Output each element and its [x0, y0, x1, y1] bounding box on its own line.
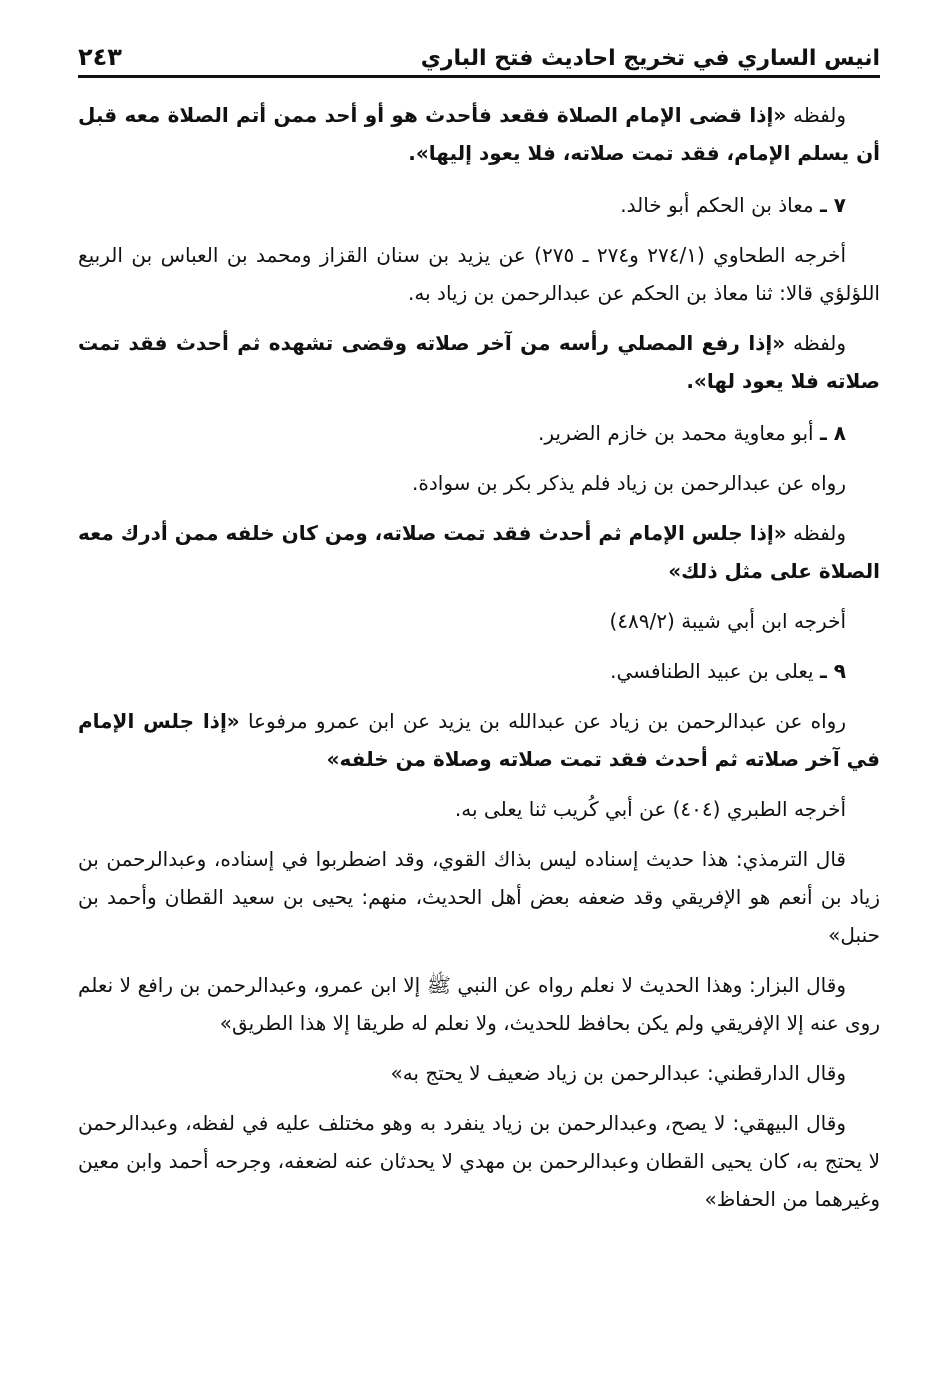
paragraph-takhrij-tabari: أخرجه الطبري (٤٠٤) عن أبي كُريب ثنا يعلى به. — [454, 797, 846, 821]
lafzuhu-label: ولفظه — [793, 331, 846, 355]
paragraph-lafzuhu-3 — [78, 514, 880, 590]
paragraph-lafzuhu-2 — [78, 324, 880, 400]
riwayah-text: رواه عن عبدالرحمن بن زياد عن عبدالله بن يزيد عن ابن عمرو مرفوعا — [247, 709, 846, 733]
entry-number: ٩ ـ — [819, 659, 846, 683]
paragraph-daraqutni: وقال الدارقطني: عبدالرحمن بن زياد ضعيف لا يحتج به» — [390, 1061, 846, 1085]
page-header — [78, 32, 880, 78]
entry-number: ٧ ـ — [819, 193, 846, 217]
book-page — [78, 32, 880, 1385]
narrator-name: يعلى بن عبيد الطنافسي. — [610, 659, 814, 683]
paragraph-takhrij-tahawi: أخرجه الطحاوي (٢٧٤/١ و٢٧٤ ـ ٢٧٥) عن يزيد بن سنان القزاز ومحمد بن العباس بن الربيع اللؤلؤي قالا: ثنا معاذ بن الحكم عن عبدالرحمن بن زياد به. — [78, 243, 880, 305]
lafzuhu-label: ولفظه — [793, 521, 847, 545]
narrator-entry-8 — [78, 414, 880, 452]
lafzuhu-label: ولفظه — [793, 103, 846, 127]
narrator-name: أبو معاوية محمد بن خازم الضرير. — [538, 421, 814, 445]
hadith-quote: «إذا رفع المصلي رأسه من آخر صلاته وقضى تشهده ثم أحدث فقد تمت صلاته فلا يعود لها». — [78, 331, 880, 393]
paragraph-tirmidhi: قال الترمذي: هذا حديث إسناده ليس بذاك القوي، وقد اضطربوا في إسناده، وعبدالرحمن بن زياد بن أنعم هو الإفريقي وقد ضعفه بعض أهل الحديث، منهم: يحيى بن سعيد القطان وأحمد بن حنبل» — [78, 847, 880, 947]
hadith-quote: «إذا قضى الإمام الصلاة فقعد فأحدث هو أو أحد ممن أتم الصلاة معه قبل أن يسلم الإمام، فقد تمت صلاته، فلا يعود إليها». — [78, 103, 880, 165]
paragraph-riwayah-abu-muawiya: رواه عن عبدالرحمن بن زياد فلم يذكر بكر بن سوادة. — [412, 471, 846, 495]
narrator-name: معاذ بن الحكم أبو خالد. — [620, 193, 814, 217]
entry-number: ٨ ـ — [819, 421, 846, 445]
hadith-quote: «إذا جلس الإمام ثم أحدث فقد تمت صلاته، ومن كان خلفه ممن أدرك معه الصلاة على مثل ذلك» — [78, 521, 880, 583]
paragraph-lafzuhu-1 — [78, 96, 880, 172]
narrator-entry-9 — [78, 652, 880, 690]
paragraph-takhrij-ibn-abi-shayba: أخرجه ابن أبي شيبة (٤٨٩/٢) — [609, 609, 846, 633]
hadith-quote: «إذا جلس الإمام في آخر صلاته ثم أحدث فقد تمت صلاته وصلاة من خلفه» — [78, 709, 880, 771]
paragraph-riwayah-yala — [78, 702, 880, 778]
page-number: ٢٤٣ — [78, 43, 122, 71]
paragraph-bazzar: وقال البزار: وهذا الحديث لا نعلم رواه عن النبي ﷺ إلا ابن عمرو، وعبدالرحمن بن رافع لا نعلم روى عنه إلا الإفريقي ولم يكن بحافظ للحديث، ولا نعلم له طريقا إلا هذا الطريق» — [78, 973, 880, 1035]
paragraph-bayhaqi: وقال البيهقي: لا يصح، وعبدالرحمن بن زياد ينفرد به وهو مختلف عليه في لفظه، وعبدالرحمن لا يحتج به، كان يحيى القطان وعبدالرحمن بن مهدي لا يحدثان عنه لضعفه، وجرحه أحمد وابن معين وغيرهما من الحفاظ» — [78, 1111, 880, 1211]
narrator-entry-7 — [78, 186, 880, 224]
running-title: انيس الساري في تخريج احاديث فتح الباري — [420, 46, 880, 71]
page-body — [78, 96, 880, 1218]
